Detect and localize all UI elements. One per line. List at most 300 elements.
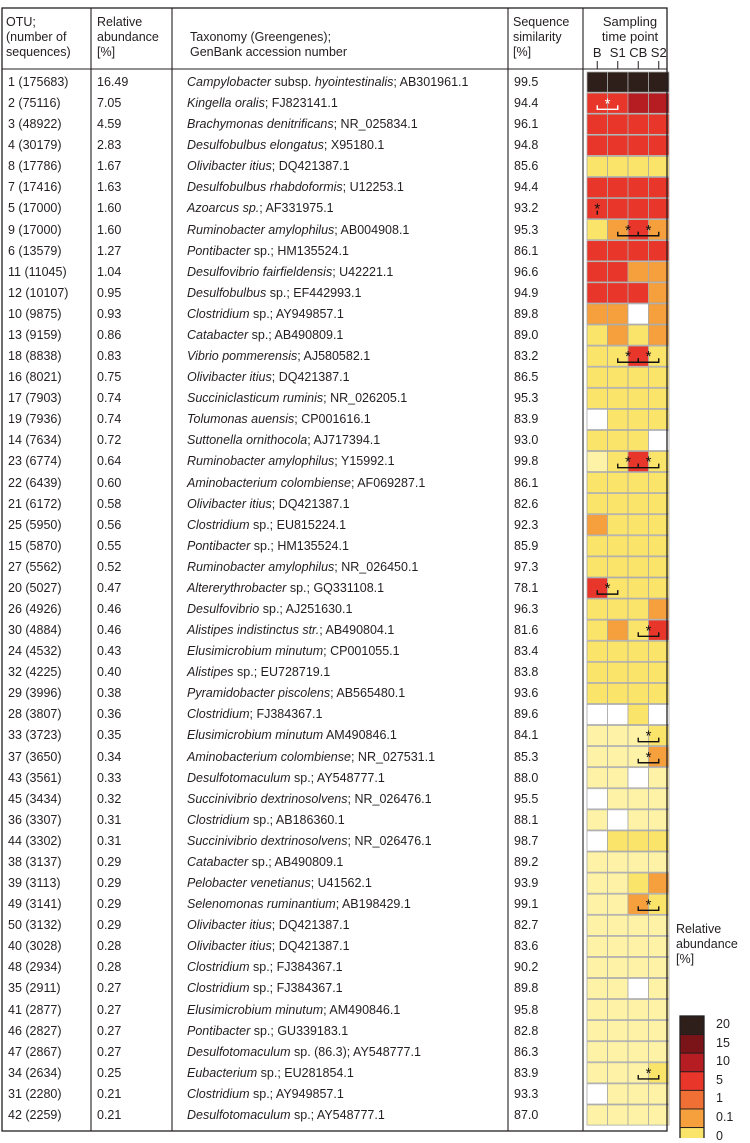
otu-id: 29 (3996) bbox=[8, 686, 62, 701]
heatmap-cell bbox=[608, 114, 629, 134]
significance-star: * bbox=[625, 453, 631, 471]
heatmap-cell bbox=[587, 1063, 608, 1083]
heatmap-cell bbox=[649, 1084, 670, 1104]
taxonomy: Brachymonas denitrificans; NR_025834.1 bbox=[187, 117, 418, 132]
taxonomy: Succiniclasticum ruminis; NR_026205.1 bbox=[187, 391, 408, 406]
relative-abundance: 0.46 bbox=[97, 602, 122, 616]
sequence-similarity: 85.9 bbox=[514, 538, 539, 553]
legend-swatch bbox=[680, 1109, 704, 1128]
heatmap-cell bbox=[587, 1021, 608, 1041]
heatmap-cell bbox=[649, 135, 670, 155]
heatmap-cell bbox=[608, 473, 629, 493]
taxonomy: Succinivibrio dextrinosolvens; NR_026476.1 bbox=[187, 791, 432, 806]
heatmap-cell bbox=[608, 430, 629, 450]
heatmap-cell bbox=[608, 283, 629, 303]
relative-abundance: 0.36 bbox=[97, 707, 122, 722]
sequence-similarity: 88.1 bbox=[514, 812, 539, 827]
taxonomy: Desulfotomaculum sp. (86.3); AY548777.1 bbox=[187, 1044, 421, 1059]
heatmap-cell bbox=[628, 641, 649, 661]
sequence-similarity: 83.2 bbox=[514, 349, 539, 364]
significance-star: * bbox=[625, 221, 631, 239]
otu-id: 8 (17786) bbox=[8, 159, 62, 174]
taxonomy: Pontibacter sp.; HM135524.1 bbox=[187, 243, 349, 258]
heatmap-cell bbox=[587, 241, 608, 261]
legend-swatch bbox=[680, 1053, 704, 1072]
significance-star: * bbox=[645, 896, 652, 914]
heatmap-cell bbox=[649, 873, 670, 893]
heatmap-cell bbox=[649, 662, 670, 682]
heatmap-cell bbox=[649, 367, 670, 387]
otu-id: 40 (3028) bbox=[8, 939, 62, 954]
heatmap-cell bbox=[587, 957, 608, 977]
sequence-similarity: 99.8 bbox=[514, 454, 539, 469]
timepoint-label: CB bbox=[629, 45, 648, 60]
heatmap-cell bbox=[628, 831, 649, 851]
heatmap-cell bbox=[608, 135, 629, 155]
relative-abundance: 0.43 bbox=[97, 644, 122, 659]
heatmap-cell bbox=[649, 725, 670, 745]
heatmap-cell bbox=[628, 978, 649, 998]
heatmap-cell bbox=[608, 641, 629, 661]
taxonomy: Olivibacter itius; DQ421387.1 bbox=[187, 159, 350, 174]
otu-id: 37 (3650) bbox=[8, 749, 62, 764]
otu-id: 28 (3807) bbox=[8, 707, 62, 722]
sequence-similarity: 95.5 bbox=[514, 791, 539, 806]
relative-abundance: 1.60 bbox=[97, 201, 122, 216]
heatmap-cell bbox=[587, 894, 608, 914]
heatmap-cell bbox=[587, 768, 608, 788]
relative-abundance: 1.67 bbox=[97, 159, 122, 174]
taxonomy: Clostridium sp.; EU815224.1 bbox=[187, 517, 347, 532]
heatmap-cell bbox=[628, 852, 649, 872]
taxonomy: Desulfobulbus sp.; EF442993.1 bbox=[187, 285, 362, 300]
heatmap-cell bbox=[608, 1000, 629, 1020]
heatmap-cell bbox=[649, 114, 670, 134]
heatmap-cell bbox=[649, 156, 670, 176]
sequence-similarity: 96.3 bbox=[514, 602, 539, 616]
heatmap-cell bbox=[649, 747, 670, 767]
taxonomy: Elusimicrobium minutum AM490846.1 bbox=[187, 728, 397, 743]
otu-id: 24 (4532) bbox=[8, 644, 62, 659]
heatmap-cell bbox=[649, 325, 670, 345]
heatmap-cell bbox=[608, 1063, 629, 1083]
relative-abundance: 0.27 bbox=[97, 1044, 122, 1059]
heatmap-cell bbox=[587, 662, 608, 682]
relative-abundance: 0.93 bbox=[97, 306, 122, 321]
relative-abundance: 0.32 bbox=[97, 791, 122, 806]
sequence-similarity: 83.6 bbox=[514, 939, 539, 954]
heatmap-cell bbox=[587, 177, 608, 197]
relative-abundance: 0.27 bbox=[97, 1002, 122, 1017]
sequence-similarity: 99.5 bbox=[514, 75, 539, 89]
significance-star: * bbox=[645, 221, 652, 239]
significance-star: * bbox=[645, 453, 652, 471]
timepoint-label: S1 bbox=[609, 45, 626, 60]
header-relative-abundance: Relative abundance [%] bbox=[97, 15, 159, 59]
heatmap-cell bbox=[649, 430, 670, 450]
otu-id: 5 (17000) bbox=[8, 201, 62, 216]
taxonomy: Clostridium sp.; AY949857.1 bbox=[187, 1086, 344, 1101]
heatmap-cell bbox=[649, 789, 670, 809]
relative-abundance: 0.55 bbox=[97, 538, 122, 553]
relative-abundance: 0.31 bbox=[97, 812, 122, 827]
sequence-similarity: 86.1 bbox=[514, 243, 539, 258]
heatmap-cell bbox=[608, 578, 629, 598]
heatmap-cell bbox=[587, 704, 608, 724]
heatmap-cell bbox=[608, 725, 629, 745]
heatmap-cell bbox=[587, 283, 608, 303]
otu-id: 16 (8021) bbox=[8, 370, 62, 385]
heatmap-cell bbox=[608, 156, 629, 176]
heatmap-cell bbox=[628, 515, 649, 535]
taxonomy: Desulfovibrio sp.; AJ251630.1 bbox=[187, 602, 353, 616]
relative-abundance: 1.27 bbox=[97, 243, 122, 258]
relative-abundance: 16.49 bbox=[97, 75, 129, 89]
heatmap-cell bbox=[608, 599, 629, 619]
taxonomy: Ruminobacter amylophilus; NR_026450.1 bbox=[187, 559, 419, 574]
heatmap-cell bbox=[608, 494, 629, 514]
otu-id: 4 (30179) bbox=[8, 138, 62, 153]
taxonomy: Clostridium sp.; AY949857.1 bbox=[187, 306, 344, 321]
sequence-similarity: 93.9 bbox=[514, 876, 539, 891]
heatmap-cell bbox=[608, 388, 629, 408]
heatmap-cell bbox=[587, 620, 608, 640]
heatmap-cell bbox=[649, 599, 670, 619]
heatmap-cell bbox=[628, 198, 649, 218]
heatmap-cell bbox=[587, 725, 608, 745]
relative-abundance: 0.40 bbox=[97, 665, 122, 680]
heatmap-cell bbox=[649, 704, 670, 724]
relative-abundance: 0.83 bbox=[97, 349, 122, 364]
heatmap-cell bbox=[628, 367, 649, 387]
heatmap-cell bbox=[649, 620, 670, 640]
heatmap-cell bbox=[628, 789, 649, 809]
relative-abundance: 0.58 bbox=[97, 496, 122, 511]
sequence-similarity: 83.4 bbox=[514, 644, 539, 659]
heatmap-cell bbox=[649, 978, 670, 998]
otu-id: 9 (17000) bbox=[8, 222, 62, 237]
heatmap-cell bbox=[587, 1105, 608, 1125]
relative-abundance: 0.34 bbox=[97, 749, 122, 764]
heatmap-cell bbox=[587, 473, 608, 493]
heatmap-cell bbox=[628, 325, 649, 345]
heatmap-cell bbox=[628, 156, 649, 176]
heatmap-cell bbox=[649, 409, 670, 429]
heatmap-cell bbox=[587, 747, 608, 767]
relative-abundance: 0.29 bbox=[97, 897, 122, 912]
heatmap-cell bbox=[587, 451, 608, 471]
sequence-similarity: 87.0 bbox=[514, 1107, 539, 1122]
relative-abundance: 0.35 bbox=[97, 728, 122, 743]
otu-id: 48 (2934) bbox=[8, 960, 62, 975]
heatmap-cell bbox=[587, 325, 608, 345]
taxonomy: Alistipes indistinctus str.; AB490804.1 bbox=[187, 623, 395, 638]
taxonomy: Elusimicrobium minutum; AM490846.1 bbox=[187, 1002, 401, 1017]
taxonomy: Pontibacter sp.; HM135524.1 bbox=[187, 538, 349, 553]
heatmap-cell bbox=[608, 704, 629, 724]
timepoint-label: B bbox=[592, 45, 602, 60]
sequence-similarity: 89.2 bbox=[514, 854, 539, 869]
sequence-similarity: 86.5 bbox=[514, 370, 539, 385]
legend-title: Relative abundance [%] bbox=[676, 922, 738, 966]
heatmap-cell bbox=[628, 704, 649, 724]
otu-id: 2 (75116) bbox=[8, 96, 61, 111]
otu-id: 13 (9159) bbox=[8, 327, 62, 342]
heatmap-cell bbox=[587, 536, 608, 556]
otu-id: 11 (11045) bbox=[8, 264, 67, 279]
heatmap-cell bbox=[649, 451, 670, 471]
heatmap-cell bbox=[608, 1042, 629, 1062]
heatmap-cell bbox=[628, 241, 649, 261]
sequence-similarity: 89.8 bbox=[514, 981, 539, 996]
sequence-similarity: 93.2 bbox=[514, 201, 539, 216]
otu-id: 14 (7634) bbox=[8, 433, 62, 448]
significance-star: * bbox=[604, 95, 611, 113]
otu-id: 43 (3561) bbox=[8, 770, 62, 785]
otu-id: 25 (5950) bbox=[8, 517, 62, 532]
otu-id: 26 (4926) bbox=[8, 602, 62, 616]
sequence-similarity: 93.3 bbox=[514, 1086, 539, 1101]
taxonomy: Olivibacter itius; DQ421387.1 bbox=[187, 918, 350, 933]
sequence-similarity: 86.3 bbox=[514, 1044, 539, 1059]
heatmap-cell bbox=[628, 662, 649, 682]
otu-id: 17 (7903) bbox=[8, 391, 62, 406]
otu-id: 34 (2634) bbox=[8, 1065, 62, 1080]
significance-star: * bbox=[645, 727, 652, 745]
taxonomy: Altererythrobacter sp.; GQ331108.1 bbox=[187, 580, 385, 595]
heatmap-cell bbox=[649, 578, 670, 598]
heatmap-cell bbox=[649, 304, 670, 324]
otu-id: 49 (3141) bbox=[8, 897, 62, 912]
taxonomy: Selenomonas ruminantium; AB198429.1 bbox=[187, 897, 411, 912]
sequence-similarity: 86.1 bbox=[514, 475, 539, 490]
heatmap-cell bbox=[587, 135, 608, 155]
legend-swatch bbox=[680, 1016, 704, 1035]
otu-id: 41 (2877) bbox=[8, 1002, 62, 1017]
otu-id: 50 (3132) bbox=[8, 918, 62, 933]
heatmap-cell bbox=[649, 536, 670, 556]
heatmap-cell bbox=[649, 72, 670, 92]
heatmap-cell bbox=[587, 388, 608, 408]
heatmap-cell bbox=[587, 873, 608, 893]
sequence-similarity: 81.6 bbox=[514, 623, 539, 638]
heatmap-cell bbox=[649, 220, 670, 240]
taxonomy: Olivibacter itius; DQ421387.1 bbox=[187, 496, 350, 511]
sequence-similarity: 83.8 bbox=[514, 665, 539, 680]
heatmap-cell bbox=[587, 1084, 608, 1104]
significance-star: * bbox=[625, 348, 631, 366]
heatmap-cell bbox=[649, 241, 670, 261]
otu-id: 1 (175683) bbox=[8, 75, 69, 89]
taxonomy: Pelobacter venetianus; U41562.1 bbox=[187, 876, 372, 891]
relative-abundance: 0.33 bbox=[97, 770, 122, 785]
sequence-similarity: 92.3 bbox=[514, 517, 539, 532]
significance-star: * bbox=[604, 580, 611, 598]
relative-abundance: 0.38 bbox=[97, 686, 122, 701]
heatmap-cell bbox=[649, 915, 670, 935]
sequence-similarity: 99.1 bbox=[514, 897, 539, 912]
heatmap-cell bbox=[628, 1000, 649, 1020]
heatmap-cell bbox=[649, 831, 670, 851]
heatmap-cell bbox=[587, 156, 608, 176]
heatmap-cell bbox=[628, 578, 649, 598]
heatmap-cell bbox=[587, 409, 608, 429]
relative-abundance: 0.29 bbox=[97, 854, 122, 869]
heatmap-cell bbox=[587, 852, 608, 872]
relative-abundance: 0.46 bbox=[97, 623, 122, 638]
taxonomy: Alistipes sp.; EU728719.1 bbox=[187, 665, 331, 680]
heatmap-cell bbox=[608, 1021, 629, 1041]
taxonomy: Desulfobulbus elongatus; X95180.1 bbox=[187, 138, 385, 153]
otu-id: 44 (3302) bbox=[8, 833, 62, 848]
taxonomy: Tolumonas auensis; CP001616.1 bbox=[187, 412, 371, 427]
relative-abundance: 0.64 bbox=[97, 454, 122, 469]
legend-tick: 10 bbox=[716, 1054, 730, 1069]
heatmap-cell bbox=[587, 304, 608, 324]
heatmap-cell bbox=[608, 536, 629, 556]
relative-abundance: 0.27 bbox=[97, 981, 122, 996]
sequence-similarity: 89.0 bbox=[514, 327, 539, 342]
heatmap-cell bbox=[628, 304, 649, 324]
heatmap-cell bbox=[608, 683, 629, 703]
heatmap-cell bbox=[649, 683, 670, 703]
sequence-similarity: 88.0 bbox=[514, 770, 539, 785]
otu-id: 32 (4225) bbox=[8, 665, 62, 680]
otu-id: 21 (6172) bbox=[8, 496, 62, 511]
timepoint-label: S2 bbox=[650, 45, 667, 60]
relative-abundance: 0.74 bbox=[97, 412, 122, 427]
relative-abundance: 0.31 bbox=[97, 833, 122, 848]
header-taxonomy: Taxonomy (Greengenes); GenBank accession number bbox=[190, 30, 348, 59]
otu-id: 31 (2280) bbox=[8, 1086, 62, 1101]
relative-abundance: 0.72 bbox=[97, 433, 122, 448]
taxonomy: Aminobacterium colombiense; AF069287.1 bbox=[187, 475, 426, 490]
heatmap-cell bbox=[628, 262, 649, 282]
heatmap-cell bbox=[587, 114, 608, 134]
otu-id: 35 (2911) bbox=[8, 981, 61, 996]
otu-id: 42 (2259) bbox=[8, 1107, 62, 1122]
taxonomy: Eubacterium sp.; EU281854.1 bbox=[187, 1065, 354, 1080]
taxonomy: Olivibacter itius; DQ421387.1 bbox=[187, 939, 350, 954]
heatmap-cell bbox=[628, 1084, 649, 1104]
sequence-similarity: 98.7 bbox=[514, 833, 539, 848]
heatmap-cell bbox=[628, 409, 649, 429]
heatmap-cell bbox=[587, 1042, 608, 1062]
heatmap-cell bbox=[608, 620, 629, 640]
heatmap-cell bbox=[649, 641, 670, 661]
relative-abundance: 0.21 bbox=[97, 1107, 122, 1122]
otu-id: 12 (10107) bbox=[8, 285, 69, 300]
heatmap-cell bbox=[608, 936, 629, 956]
heatmap-cell bbox=[608, 915, 629, 935]
sequence-similarity: 83.9 bbox=[514, 1065, 539, 1080]
taxonomy: Clostridium; FJ384367.1 bbox=[187, 707, 323, 722]
heatmap-cell bbox=[608, 662, 629, 682]
heatmap-cell bbox=[608, 747, 629, 767]
heatmap-cell bbox=[628, 430, 649, 450]
sequence-similarity: 94.9 bbox=[514, 285, 539, 300]
heatmap-cell bbox=[608, 198, 629, 218]
heatmap-cell bbox=[587, 262, 608, 282]
heatmap-cell bbox=[649, 93, 670, 113]
heatmap-cell bbox=[587, 599, 608, 619]
taxonomy: Olivibacter itius; DQ421387.1 bbox=[187, 370, 350, 385]
otu-id: 36 (3307) bbox=[8, 812, 62, 827]
otu-id: 22 (6439) bbox=[8, 475, 62, 490]
relative-abundance: 0.21 bbox=[97, 1086, 122, 1101]
relative-abundance: 0.47 bbox=[97, 580, 122, 595]
sequence-similarity: 82.6 bbox=[514, 496, 539, 511]
sequence-similarity: 95.3 bbox=[514, 391, 539, 406]
heatmap-cell bbox=[628, 936, 649, 956]
heatmap-cell bbox=[649, 346, 670, 366]
heatmap-cell bbox=[608, 367, 629, 387]
taxonomy: Desulfobulbus rhabdoformis; U12253.1 bbox=[187, 180, 404, 195]
otu-id: 39 (3113) bbox=[8, 876, 61, 891]
taxonomy: Clostridium sp.; FJ384367.1 bbox=[187, 981, 343, 996]
taxonomy: Azoarcus sp.; AF331975.1 bbox=[187, 201, 334, 216]
taxonomy: Catabacter sp.; AB490809.1 bbox=[187, 854, 344, 869]
sequence-similarity: 90.2 bbox=[514, 960, 539, 975]
heatmap-cell bbox=[649, 810, 670, 830]
heatmap-cell bbox=[649, 388, 670, 408]
heatmap-cell bbox=[587, 72, 608, 92]
taxonomy: Aminobacterium colombiense; NR_027531.1 bbox=[187, 749, 436, 764]
heatmap-cell bbox=[587, 810, 608, 830]
heatmap-cell bbox=[628, 388, 649, 408]
heatmap-cell bbox=[649, 1105, 670, 1125]
sequence-similarity: 93.6 bbox=[514, 686, 539, 701]
legend-tick: 1 bbox=[716, 1091, 723, 1106]
heatmap-cell bbox=[608, 831, 629, 851]
taxonomy: Catabacter sp.; AB490809.1 bbox=[187, 327, 344, 342]
relative-abundance: 0.86 bbox=[97, 327, 122, 342]
otu-id: 27 (5562) bbox=[8, 559, 62, 574]
heatmap-cell bbox=[587, 430, 608, 450]
relative-abundance: 0.29 bbox=[97, 918, 122, 933]
taxonomy: Desulfovibrio fairfieldensis; U42221.1 bbox=[187, 264, 394, 279]
heatmap-cell bbox=[608, 409, 629, 429]
relative-abundance: 0.95 bbox=[97, 285, 122, 300]
header-sampling: Sampling time point bbox=[601, 14, 659, 44]
otu-id: 38 (3137) bbox=[8, 854, 62, 869]
heatmap-cell bbox=[608, 304, 629, 324]
heatmap-cell bbox=[587, 220, 608, 240]
legend-tick: 0 bbox=[716, 1128, 723, 1143]
header-similarity: Sequence similarity [%] bbox=[513, 15, 570, 59]
otu-id: 45 (3434) bbox=[8, 791, 62, 806]
heatmap-cell bbox=[587, 346, 608, 366]
heatmap-cell bbox=[649, 894, 670, 914]
heatmap-cell bbox=[628, 114, 649, 134]
legend-tick: 20 bbox=[716, 1017, 730, 1031]
heatmap-cell bbox=[649, 198, 670, 218]
significance-star: * bbox=[594, 200, 601, 218]
heatmap-cell bbox=[649, 957, 670, 977]
heatmap-cell bbox=[587, 515, 608, 535]
significance-star: * bbox=[645, 748, 652, 766]
sequence-similarity: 78.1 bbox=[514, 580, 539, 595]
relative-abundance: 0.74 bbox=[97, 391, 122, 406]
sequence-similarity: 83.9 bbox=[514, 412, 539, 427]
heatmap-cell bbox=[628, 283, 649, 303]
heatmap-cell bbox=[628, 177, 649, 197]
heatmap-cell bbox=[649, 473, 670, 493]
otu-id: 19 (7936) bbox=[8, 412, 62, 427]
taxonomy: Elusimicrobium minutum; CP001055.1 bbox=[187, 644, 400, 659]
heatmap-cell bbox=[608, 873, 629, 893]
significance-star: * bbox=[645, 622, 652, 640]
